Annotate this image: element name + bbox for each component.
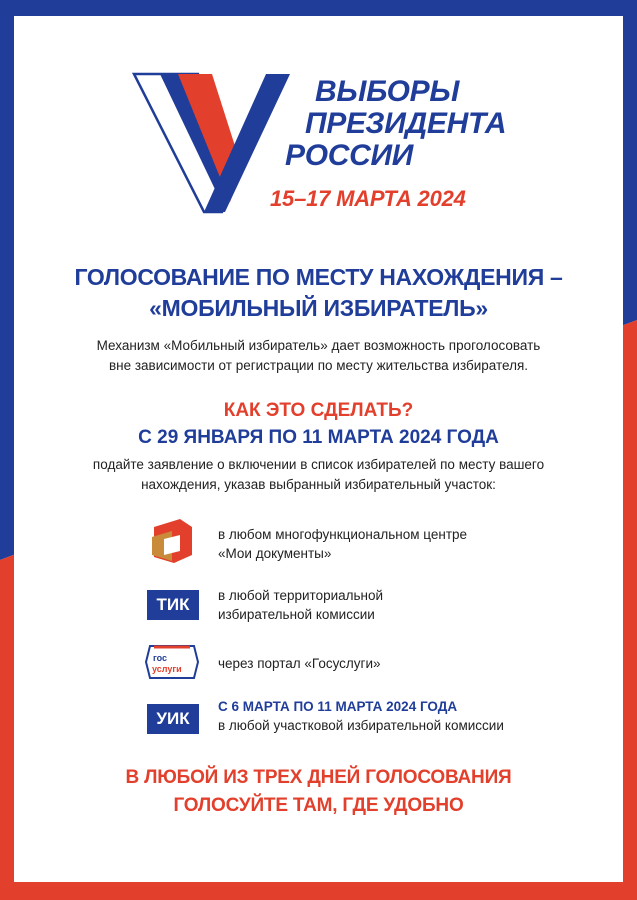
election-heading [285, 76, 525, 172]
application-period: С 29 ЯНВАРЯ ПО 11 МАРТА 2024 ГОДА [138, 427, 499, 448]
option-gosuslugi [218, 654, 381, 673]
instruction-line2: нахождения, указав выбранный избирательный участок: [141, 477, 496, 492]
gosuslugi-logo-top-text: гос [153, 653, 168, 663]
page-title-line2: «МОБИЛЬНЫЙ ИЗБИРАТЕЛЬ» [149, 295, 488, 321]
gosuslugi-logo-bottom-text: услуги [152, 664, 182, 674]
uik-badge: УИК [147, 704, 199, 734]
heading-line-elections: ВЫБОРЫ [315, 75, 460, 108]
mfc-logo-icon [150, 517, 196, 565]
option-mfc [218, 525, 467, 563]
tik-badge: ТИК [147, 590, 199, 620]
option-tik [218, 586, 383, 624]
option-mfc-line2: «Мои документы» [218, 546, 332, 561]
option-tik-line1: в любой территориальной [218, 588, 384, 603]
description-line1: Механизм «Мобильный избиратель» дает возможность проголосовать [96, 338, 541, 353]
description-line2: вне зависимости от регистрации по месту жительства избирателя. [108, 358, 529, 373]
gosuslugi-logo-icon [144, 642, 200, 682]
election-dates: 15–17 МАРТА 2024 [270, 186, 466, 211]
option-uik-line1: С 6 МАРТА ПО 11 МАРТА 2024 ГОДА [218, 699, 458, 714]
option-uik [218, 697, 504, 735]
heading-line-president: ПРЕЗИДЕНТА [305, 107, 507, 140]
option-tik-line2: избирательной комиссии [218, 607, 375, 622]
footer-line2: ГОЛОСУЙТЕ ТАМ, ГДЕ УДОБНО [173, 795, 464, 816]
instruction-line1: подайте заявление о включении в список избирателей по месту вашего [92, 457, 545, 472]
heading-line-russia: РОССИИ [285, 139, 414, 172]
option-gosuslugi-line1: через портал «Госуслуги» [218, 656, 381, 671]
option-mfc-line1: в любом многофункциональном центре [218, 527, 468, 542]
footer-line1: В ЛЮБОЙ ИЗ ТРЕХ ДНЕЙ ГОЛОСОВАНИЯ [125, 767, 512, 788]
page-title-line1: ГОЛОСОВАНИЕ ПО МЕСТУ НАХОЖДЕНИЯ – [74, 264, 563, 290]
option-uik-line2: в любой участковой избирательной комиссии [218, 718, 504, 733]
how-to-heading: КАК ЭТО СДЕЛАТЬ? [223, 400, 414, 421]
